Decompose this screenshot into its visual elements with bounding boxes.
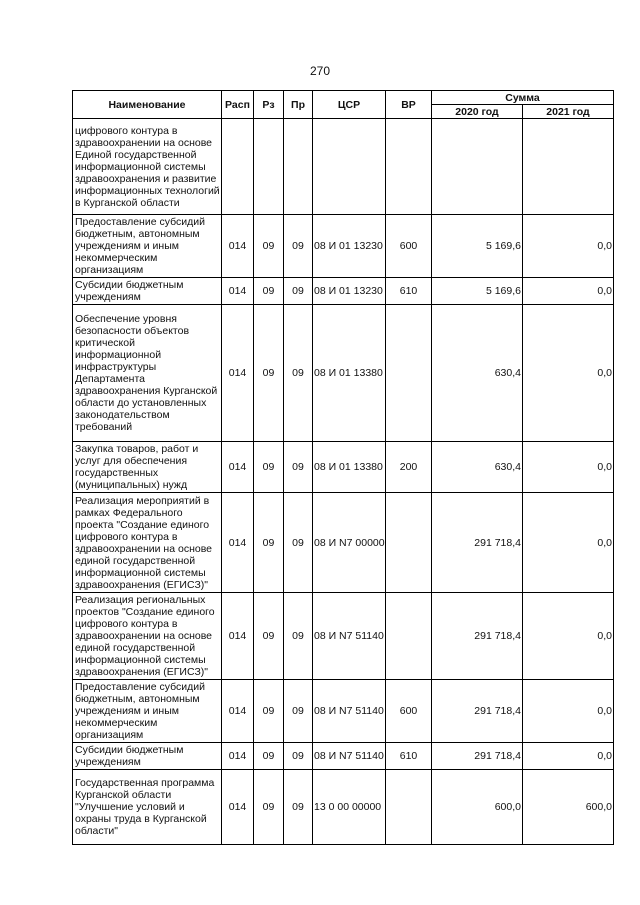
row-name: Реализация мероприятий в рамках Федерального проекта "Создание единого цифрового контура в здравоохранении на основе единой государственной информационной системы здравоохранения (ЕГИСЗ)" <box>73 493 222 593</box>
header-2020: 2020 год <box>432 105 523 119</box>
row-csr: 08 И 01 13380 <box>313 442 386 493</box>
row-vr: 600 <box>386 680 432 743</box>
row-rz: 09 <box>254 743 284 770</box>
row-rasp: 014 <box>222 305 254 442</box>
row-pr: 09 <box>284 215 313 278</box>
page-number: 270 <box>309 64 331 78</box>
row-pr: 09 <box>284 305 313 442</box>
row-name: Предоставление субсидий бюджетным, автономным учреждениям и иным некоммерческим организациям <box>73 215 222 278</box>
row-2020: 630,4 <box>432 305 523 442</box>
row-csr: 08 И N7 51140 <box>313 743 386 770</box>
row-rasp: 014 <box>222 680 254 743</box>
row-2021: 0,0 <box>523 215 614 278</box>
row-rz: 09 <box>254 680 284 743</box>
row-csr <box>313 119 386 215</box>
row-csr: 08 И N7 51140 <box>313 593 386 680</box>
row-2020: 5 169,6 <box>432 215 523 278</box>
row-rz: 09 <box>254 278 284 305</box>
row-name: цифрового контура в здравоохранении на основе Единой государственной информационной системы здравоохранения и развитие информационных технологий в Курганской области <box>73 119 222 215</box>
row-name: Закупка товаров, работ и услуг для обеспечения государственных (муниципальных) нужд <box>73 442 222 493</box>
row-2020 <box>432 119 523 215</box>
header-pr: Пр <box>284 91 313 119</box>
header-rasp: Расп <box>222 91 254 119</box>
header-vr: ВР <box>386 91 432 119</box>
row-rasp <box>222 119 254 215</box>
row-name: Обеспечение уровня безопасности объектов критической информационной инфраструктуры Департамента здравоохранения Курганской области до установленных законодательством требований <box>73 305 222 442</box>
row-2020: 630,4 <box>432 442 523 493</box>
row-rz <box>254 119 284 215</box>
row-rasp: 014 <box>222 278 254 305</box>
row-rz: 09 <box>254 305 284 442</box>
table-row <box>73 119 614 215</box>
header-name: Наименование <box>73 91 222 119</box>
row-csr: 08 И N7 51140 <box>313 680 386 743</box>
row-rz: 09 <box>254 770 284 845</box>
row-pr: 09 <box>284 493 313 593</box>
row-csr: 08 И 01 13380 <box>313 305 386 442</box>
row-2021: 0,0 <box>523 278 614 305</box>
table-row <box>73 743 614 770</box>
row-rz: 09 <box>254 442 284 493</box>
row-2021: 0,0 <box>523 680 614 743</box>
row-vr: 610 <box>386 278 432 305</box>
table-row <box>73 215 614 278</box>
row-2020: 291 718,4 <box>432 493 523 593</box>
row-2021: 0,0 <box>523 743 614 770</box>
row-2021: 0,0 <box>523 442 614 493</box>
row-pr: 09 <box>284 680 313 743</box>
table-row <box>73 493 614 593</box>
header-sum: Сумма <box>432 91 614 105</box>
table-row <box>73 278 614 305</box>
row-name: Субсидии бюджетным учреждениям <box>73 278 222 305</box>
row-name: Предоставление субсидий бюджетным, автономным учреждениям и иным некоммерческим организациям <box>73 680 222 743</box>
row-rz: 09 <box>254 215 284 278</box>
row-pr: 09 <box>284 770 313 845</box>
row-2020: 291 718,4 <box>432 593 523 680</box>
header-2021: 2021 год <box>523 105 614 119</box>
row-vr: 600 <box>386 215 432 278</box>
row-csr: 08 И N7 00000 <box>313 493 386 593</box>
table-row <box>73 305 614 442</box>
row-2020: 5 169,6 <box>432 278 523 305</box>
row-pr: 09 <box>284 593 313 680</box>
row-vr <box>386 593 432 680</box>
row-name: Государственная программа Курганской области "Улучшение условий и охраны труда в Курганской области" <box>73 770 222 845</box>
row-vr <box>386 770 432 845</box>
row-pr: 09 <box>284 442 313 493</box>
row-2020: 600,0 <box>432 770 523 845</box>
row-vr <box>386 493 432 593</box>
row-2021 <box>523 119 614 215</box>
row-csr: 13 0 00 00000 <box>313 770 386 845</box>
row-rasp: 014 <box>222 493 254 593</box>
row-pr <box>284 119 313 215</box>
row-rz: 09 <box>254 493 284 593</box>
row-rasp: 014 <box>222 442 254 493</box>
table-row <box>73 770 614 845</box>
row-pr: 09 <box>284 278 313 305</box>
row-name: Субсидии бюджетным учреждениям <box>73 743 222 770</box>
row-2021: 600,0 <box>523 770 614 845</box>
row-csr: 08 И 01 13230 <box>313 215 386 278</box>
row-rasp: 014 <box>222 743 254 770</box>
row-name: Реализация региональных проектов "Создание единого цифрового контура в здравоохранении на основе единой государственной информационной системы здравоохранения (ЕГИСЗ)" <box>73 593 222 680</box>
row-rasp: 014 <box>222 215 254 278</box>
row-vr: 200 <box>386 442 432 493</box>
row-2020: 291 718,4 <box>432 743 523 770</box>
table-row <box>73 442 614 493</box>
row-vr <box>386 119 432 215</box>
row-2021: 0,0 <box>523 493 614 593</box>
row-csr: 08 И 01 13230 <box>313 278 386 305</box>
table-row <box>73 593 614 680</box>
row-rasp: 014 <box>222 593 254 680</box>
row-rz: 09 <box>254 593 284 680</box>
row-2020: 291 718,4 <box>432 680 523 743</box>
header-row-1 <box>73 91 614 105</box>
row-2021: 0,0 <box>523 593 614 680</box>
header-csr: ЦСР <box>313 91 386 119</box>
row-pr: 09 <box>284 743 313 770</box>
row-rasp: 014 <box>222 770 254 845</box>
row-2021: 0,0 <box>523 305 614 442</box>
budget-table <box>72 90 614 845</box>
table-row <box>73 680 614 743</box>
header-rz: Рз <box>254 91 284 119</box>
row-vr: 610 <box>386 743 432 770</box>
row-vr <box>386 305 432 442</box>
